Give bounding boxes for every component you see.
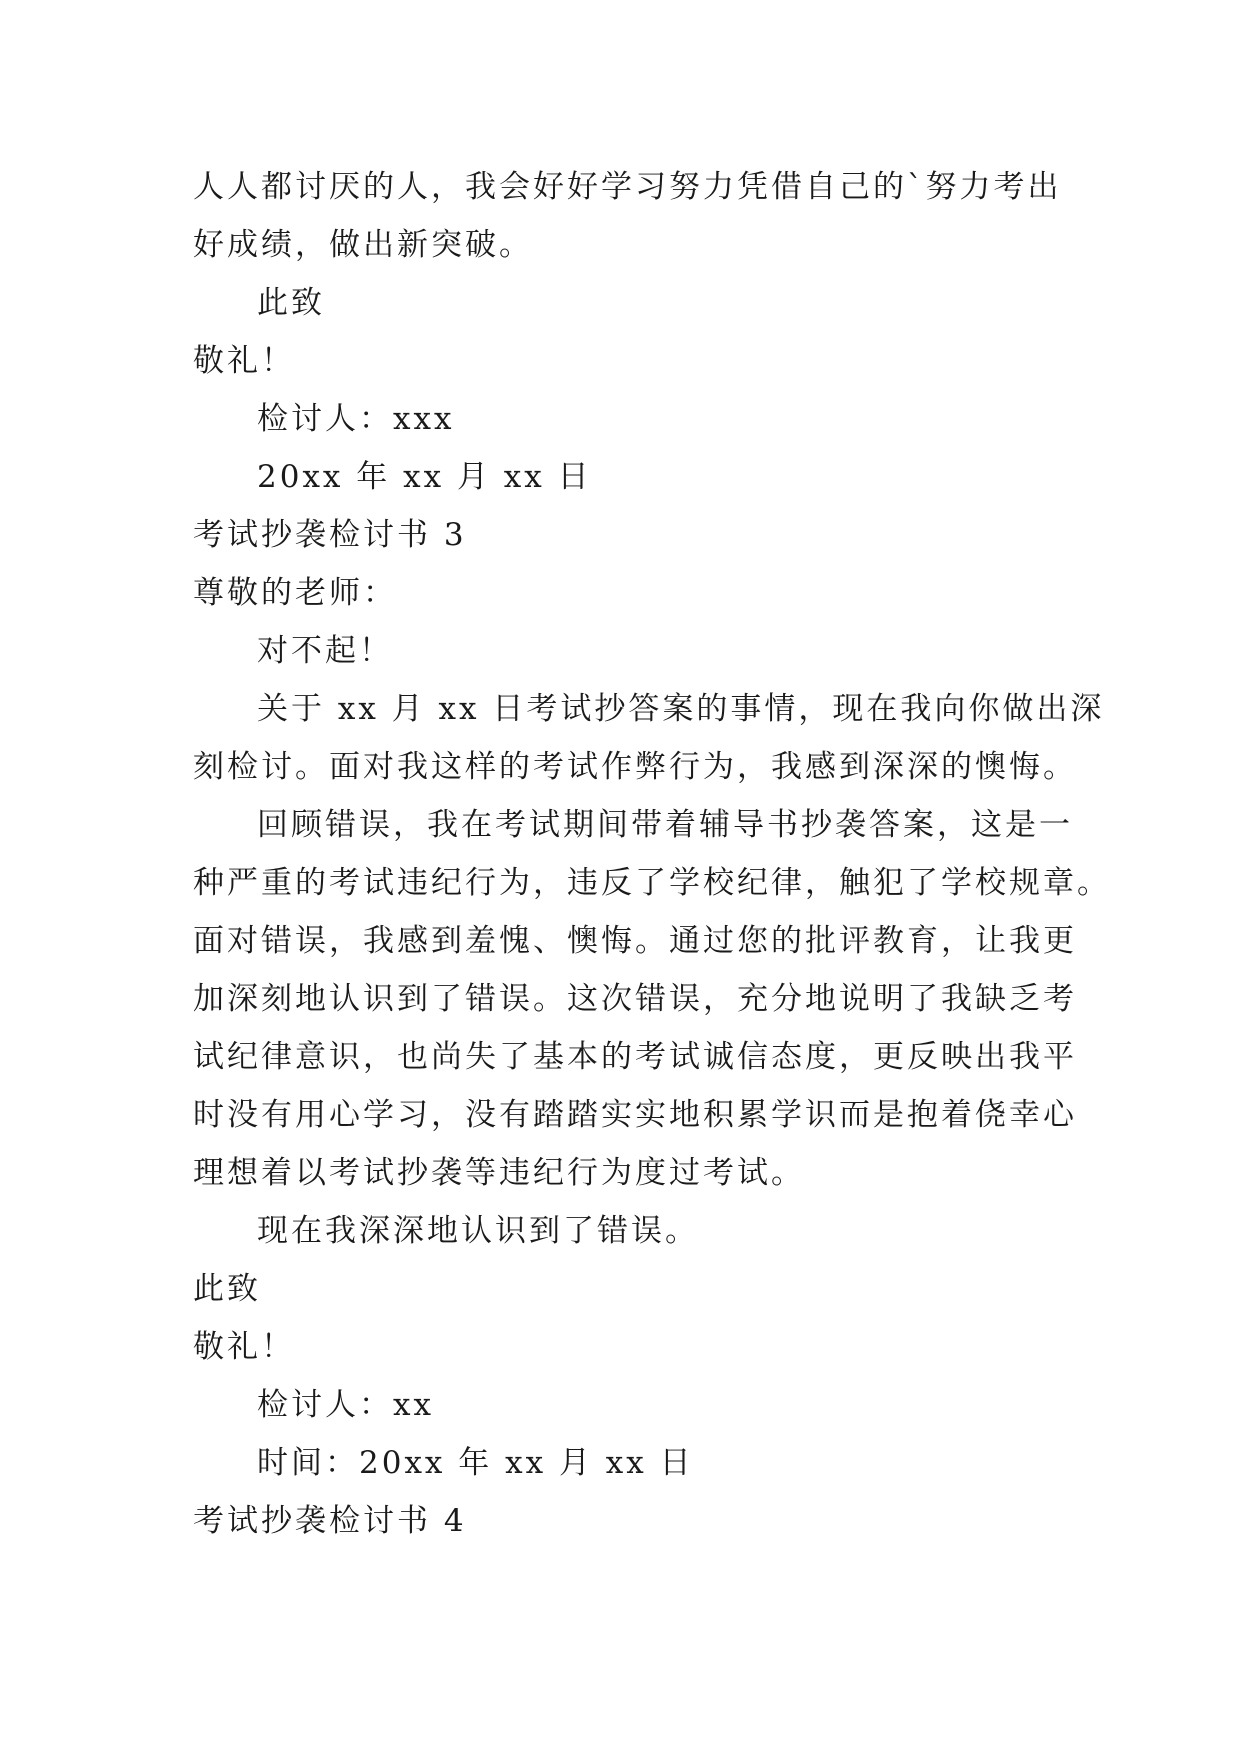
salutation-line: 敬礼！ — [193, 1329, 295, 1365]
text-line: 好成绩，做出新突破。 — [193, 227, 533, 263]
salutation-line: 此致 — [257, 285, 325, 321]
text-line: 关于 xx 月 xx 日考试抄答案的事情，现在我向你做出深 — [257, 691, 1105, 727]
text-line: 加深刻地认识到了错误。这次错误，充分地说明了我缺乏考 — [193, 981, 1077, 1017]
text-line: 理想着以考试抄袭等违纪行为度过考试。 — [193, 1155, 805, 1191]
text-line: 面对错误，我感到羞愧、懊悔。通过您的批评教育，让我更 — [193, 923, 1077, 959]
text-line: 时没有用心学习，没有踏踏实实地积累学识而是抱着侥幸心 — [193, 1097, 1077, 1133]
signature-line: 检讨人：xx — [257, 1387, 434, 1423]
salutation-line: 敬礼！ — [193, 343, 295, 379]
date-line: 20xx 年 xx 月 xx 日 — [257, 459, 592, 495]
text-line: 试纪律意识，也尚失了基本的考试诚信态度，更反映出我平 — [193, 1039, 1077, 1075]
text-line: 现在我深深地认识到了错误。 — [257, 1213, 699, 1249]
text-line: 种严重的考试违纪行为，违反了学校纪律，触犯了学校规章。 — [193, 865, 1111, 901]
document-body — [193, 158, 1111, 1550]
section-heading: 考试抄袭检讨书 4 — [193, 1503, 467, 1539]
text-line: 刻检讨。面对我这样的考试作弊行为，我感到深深的懊悔。 — [193, 749, 1077, 785]
text-line: 回顾错误，我在考试期间带着辅导书抄袭答案，这是一 — [257, 807, 1073, 843]
text-line: 人人都讨厌的人，我会好好学习努力凭借自己的`努力考出 — [193, 169, 1062, 205]
greeting-line: 尊敬的老师： — [193, 575, 397, 611]
date-line: 时间：20xx 年 xx 月 xx 日 — [257, 1445, 694, 1481]
section-heading: 考试抄袭检讨书 3 — [193, 517, 467, 553]
signature-line: 检讨人：xxx — [257, 401, 455, 437]
text-line: 对不起！ — [257, 633, 393, 669]
salutation-line: 此致 — [193, 1271, 261, 1307]
